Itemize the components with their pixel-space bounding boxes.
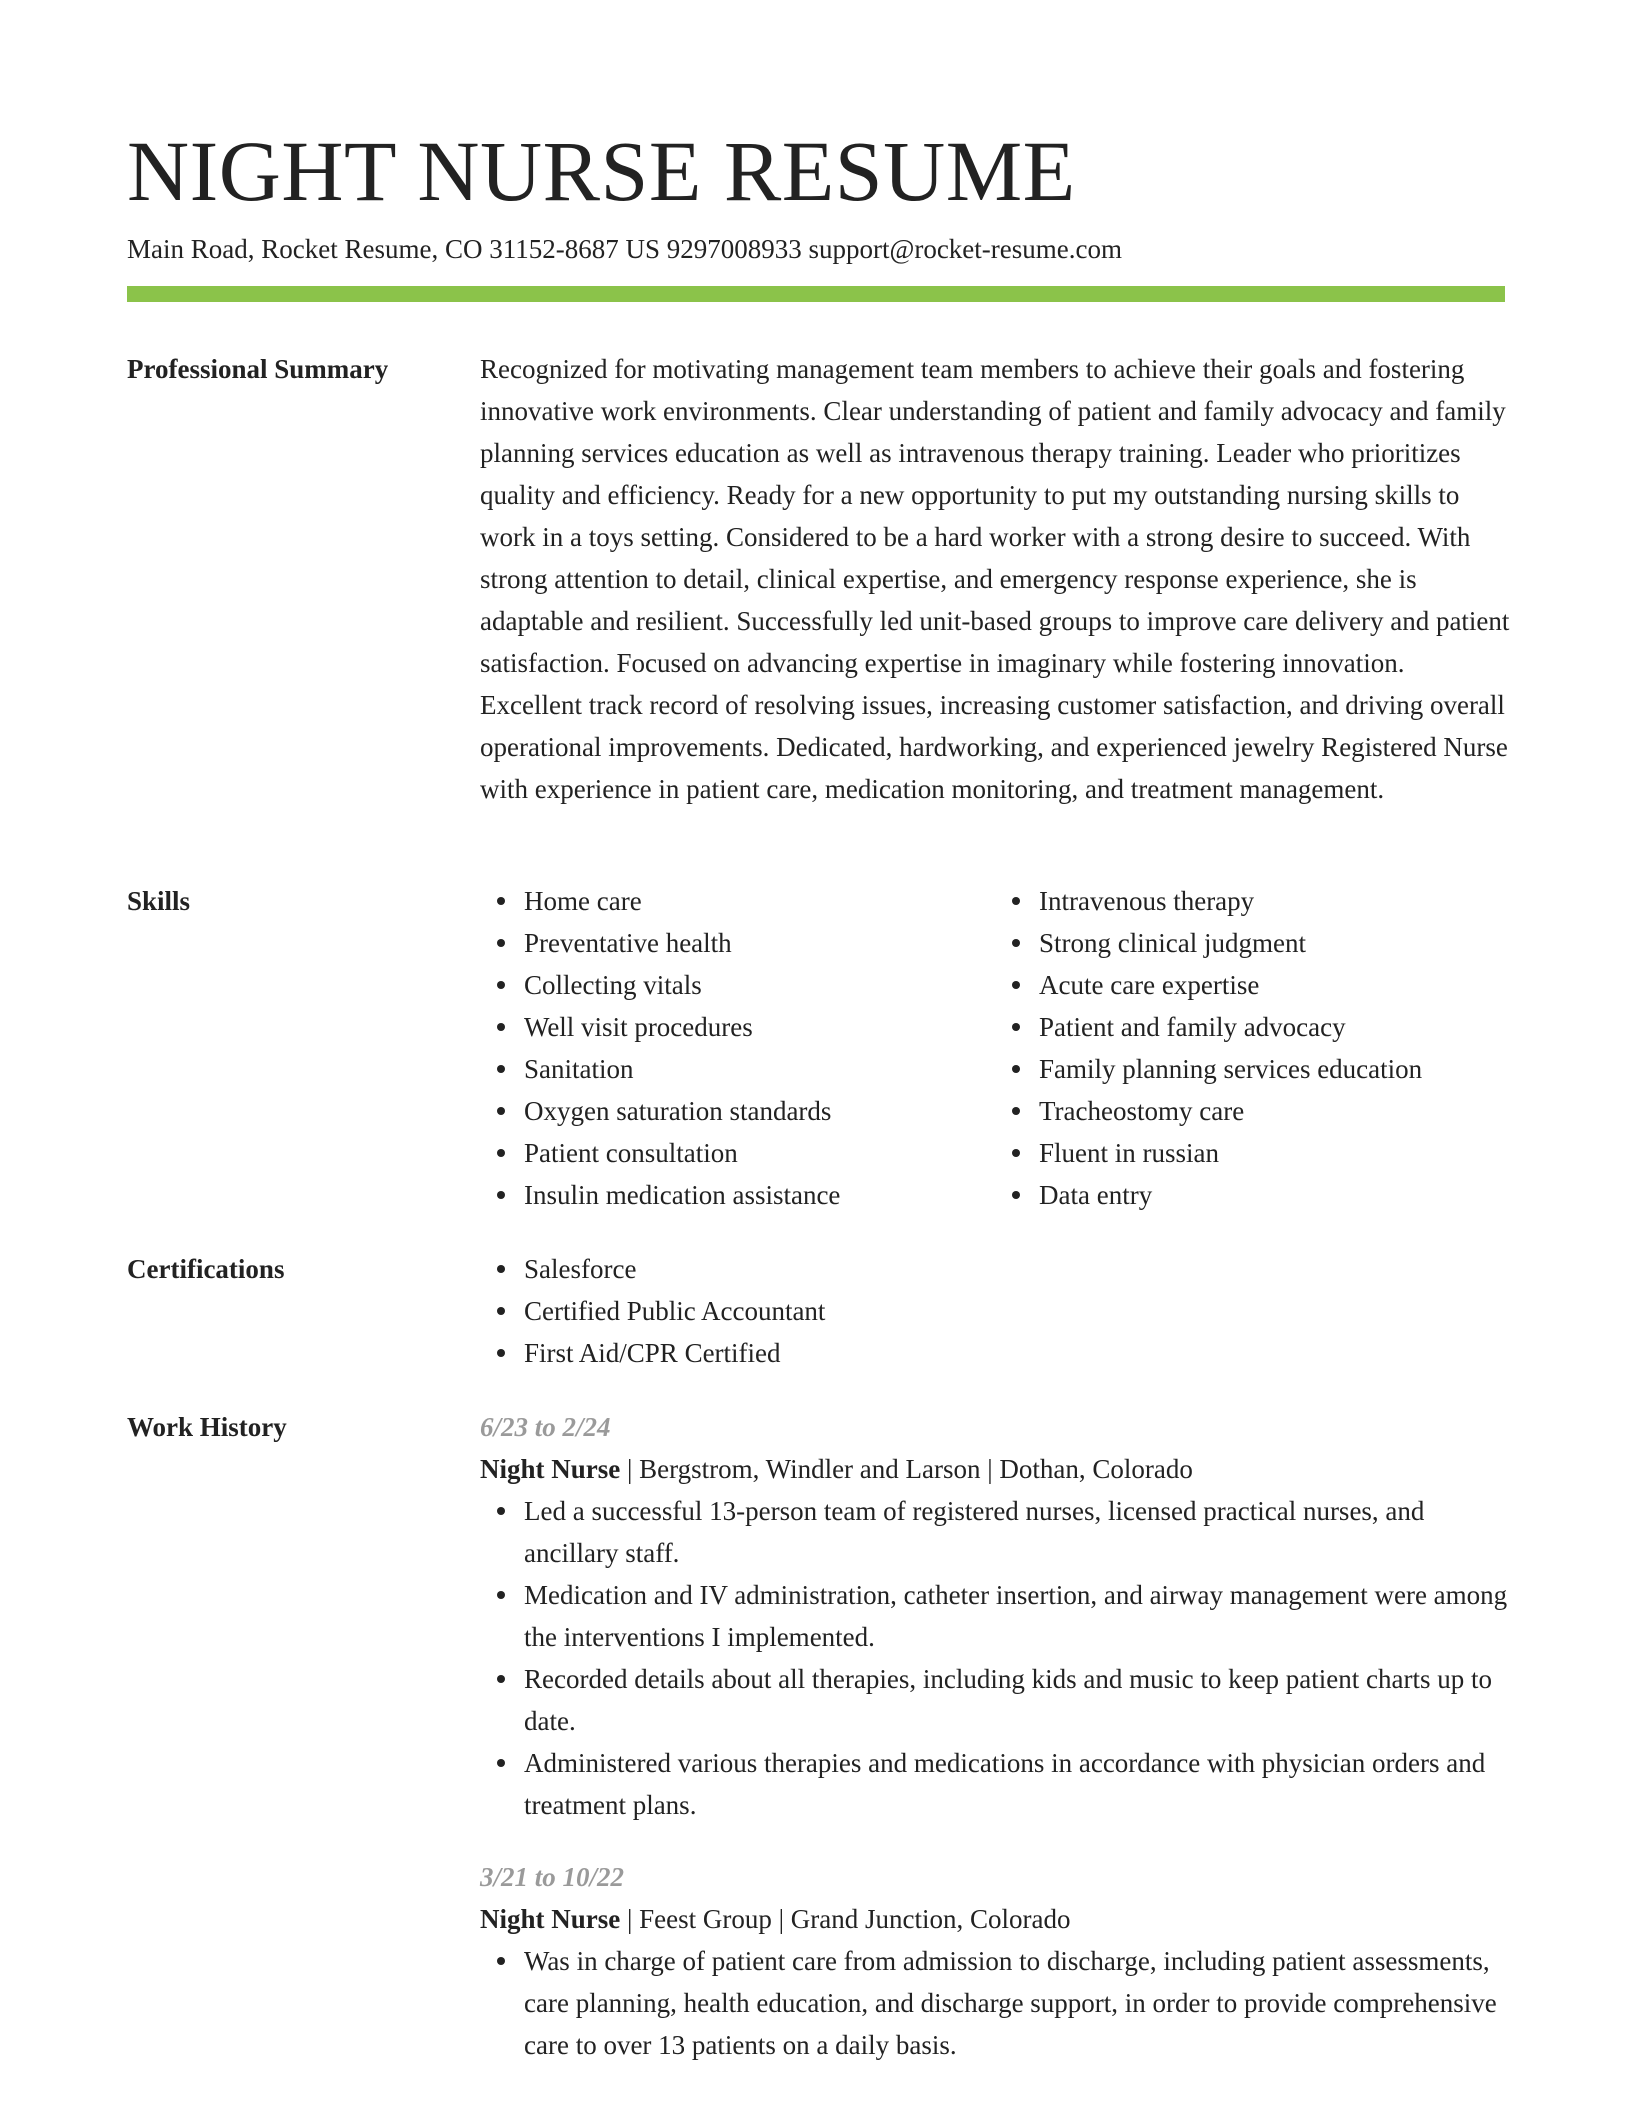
summary-text: Recognized for motivating management team members to achieve their goals and fostering innovative work environments. Clear understanding of patient and family advocacy and family planning services education as well as intravenous therapy training. Leader who prioritizes quality and efficiency. Ready for a new opportunity to put my outstanding nursing skills to work in a toys setting. Considered to be a hard worker with a strong desire to succeed. With strong attention to detail, clinical expertise, and emergency response experience, she is adaptable and resilient. Successfully led unit-based groups to improve care delivery and patient satisfaction. Focused on advancing expertise in imaginary while fostering innovation. Excellent track record of resolving issues, increasing customer satisfaction, and driving overall operational improvements. Dedicated, hardworking, and experienced jewelry Registered Nurse with experience in patient care, medication monitoring, and treatment management. bbox=[480, 354, 1510, 804]
job-duty-item: Recorded details about all therapies, including kids and music to keep patient charts up to date. bbox=[524, 1658, 1510, 1742]
job-heading-line bbox=[480, 1898, 1510, 1940]
skill-item: Oxygen saturation standards bbox=[524, 1090, 995, 1132]
accent-divider bbox=[127, 286, 1505, 302]
job-duty-item: Administered various therapies and medications in accordance with physician orders and treatment plans. bbox=[524, 1742, 1510, 1826]
skill-item: Strong clinical judgment bbox=[1039, 922, 1510, 964]
skill-item: Sanitation bbox=[524, 1048, 995, 1090]
skills-body bbox=[480, 880, 1510, 1216]
contact-line: Main Road, Rocket Resume, CO 31152-8687 US 9297008933 support@rocket-resume.com bbox=[127, 234, 1122, 264]
skill-item: Well visit procedures bbox=[524, 1006, 995, 1048]
skill-item: Home care bbox=[524, 880, 995, 922]
job-duties-list bbox=[480, 1490, 1510, 1826]
work-history-body bbox=[480, 1406, 1510, 2066]
skill-item: Data entry bbox=[1039, 1174, 1510, 1216]
certification-item: First Aid/CPR Certified bbox=[524, 1332, 1510, 1374]
certifications-heading: Certifications bbox=[127, 1254, 285, 1284]
skill-item: Patient and family advocacy bbox=[1039, 1006, 1510, 1048]
job-dates: 6/23 to 2/24 bbox=[480, 1412, 611, 1442]
certification-item: Salesforce bbox=[524, 1248, 1510, 1290]
skill-item: Patient consultation bbox=[524, 1132, 995, 1174]
skill-item: Acute care expertise bbox=[1039, 964, 1510, 1006]
skill-item: Insulin medication assistance bbox=[524, 1174, 995, 1216]
job-duty-item: Medication and IV administration, catheter insertion, and airway management were among the interventions I implemented. bbox=[524, 1574, 1510, 1658]
skill-item: Tracheostomy care bbox=[1039, 1090, 1510, 1132]
job-title: Night Nurse bbox=[480, 1454, 621, 1484]
summary-body bbox=[480, 348, 1510, 810]
job-duties-list bbox=[480, 1940, 1510, 2066]
skill-item: Family planning services education bbox=[1039, 1048, 1510, 1090]
skills-columns bbox=[480, 880, 1510, 1216]
skills-list-right bbox=[995, 880, 1510, 1216]
skills-heading: Skills bbox=[127, 886, 191, 916]
skill-item: Collecting vitals bbox=[524, 964, 995, 1006]
job-entry bbox=[480, 1406, 1510, 1826]
job-duty-item: Led a successful 13-person team of registered nurses, licensed practical nurses, and ancillary staff. bbox=[524, 1490, 1510, 1574]
skill-item: Intravenous therapy bbox=[1039, 880, 1510, 922]
resume-title: NIGHT NURSE RESUME bbox=[127, 123, 1076, 219]
certifications-body bbox=[480, 1248, 1510, 1374]
job-employer-location: | Bergstrom, Windler and Larson | Dothan, Colorado bbox=[620, 1454, 1193, 1484]
job-title: Night Nurse bbox=[480, 1904, 621, 1934]
job-entry bbox=[480, 1856, 1510, 2066]
job-duty-item: Was in charge of patient care from admission to discharge, including patient assessments, care planning, health education, and discharge support, in order to provide comprehensive care to over 13 patients on a daily basis. bbox=[524, 1940, 1510, 2066]
job-dates: 3/21 to 10/22 bbox=[480, 1862, 625, 1892]
skill-item: Fluent in russian bbox=[1039, 1132, 1510, 1174]
skills-list-left bbox=[480, 880, 995, 1216]
certification-item: Certified Public Accountant bbox=[524, 1290, 1510, 1332]
summary-heading: Professional Summary bbox=[127, 354, 389, 384]
work-history-heading: Work History bbox=[127, 1412, 287, 1442]
job-heading-line bbox=[480, 1448, 1510, 1490]
skill-item: Preventative health bbox=[524, 922, 995, 964]
certifications-list bbox=[480, 1248, 1510, 1374]
job-employer-location: | Feest Group | Grand Junction, Colorado bbox=[620, 1904, 1071, 1934]
